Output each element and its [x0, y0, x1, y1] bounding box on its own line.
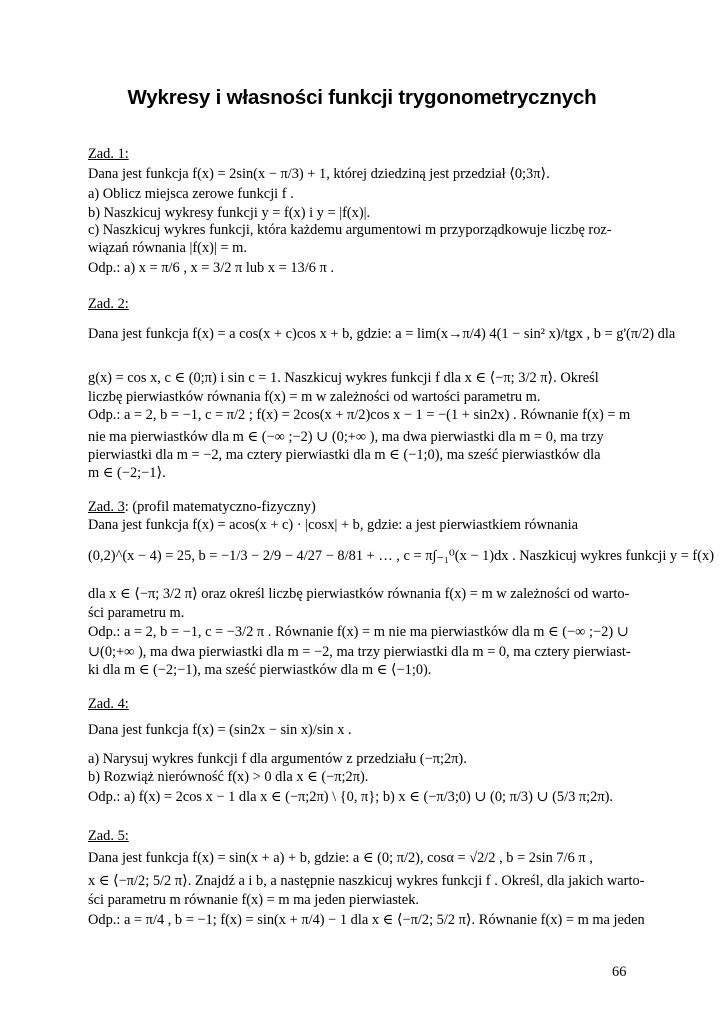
text-line: Odp.: a = 2, b = −1, c = −3/2 π . Równanie f(x) = m nie ma pierwiastków dla m ∈ (−∞ ;−2) ∪ [88, 624, 629, 640]
text-line: Dana jest funkcja f(x) = sin(x + a) + b, gdzie: a ∈ (0; π/2), cosα = √2/2 , b = 2sin 7/6 π , [88, 850, 593, 866]
text-line: Odp.: a = 2, b = −1, c = π/2 ; f(x) = 2cos(x + π/2)cos x − 1 = −(1 + sin2x) . Równanie f(x) = m [88, 407, 631, 423]
text-line: ki dla m ∈ (−2;−1), ma sześć pierwiastków dla m ∈ ⟨−1;0). [88, 662, 432, 678]
text-line: ści parametru m równanie f(x) = m ma jeden pierwiastek. [88, 892, 419, 908]
text-line: (0,2)^(x − 4) = 25, b = −1/3 − 2/9 − 4/27 − 8/81 + … , c = π∫₋₁⁰(x − 1)dx . Naszkicuj wykres funkcji y = f(x) [88, 548, 714, 564]
exercise-heading: Zad. 4: [88, 696, 129, 712]
text-line: Dana jest funkcja f(x) = (sin2x − sin x)/sin x . [88, 722, 352, 738]
text-line: liczbę pierwiastków równania f(x) = m w zależności od wartości parametru m. [88, 389, 541, 405]
text-line: ści parametru m. [88, 605, 185, 621]
exercise-heading: Zad. 2: [88, 296, 129, 312]
text-line: m ∈ (−2;−1⟩. [88, 465, 166, 481]
page-number: 66 [612, 964, 627, 980]
text-line: pierwiastki dla m = −2, ma cztery pierwiastki dla m ∈ (−1;0), ma sześć pierwiastków dla [88, 447, 601, 463]
text-line: ∪(0;+∞ ), ma dwa pierwiastki dla m = −2, ma trzy pierwiastki dla m = 0, ma cztery pierwiast- [88, 644, 631, 660]
page-title: Wykresy i własności funkcji trygonometrycznych [127, 86, 597, 109]
text-line: Dana jest funkcja f(x) = acos(x + c) · |cosx| + b, gdzie: a jest pierwiastkiem równania [88, 517, 579, 533]
text-line: Dana jest funkcja f(x) = a cos(x + c)cos x + b, gdzie: a = lim(x→π/4) 4(1 − sin² x)/tgx , b = g'(π/2) dla [88, 326, 676, 342]
text-line: b) Rozwiąż nierówność f(x) > 0 dla x ∈ (−π;2π). [88, 769, 369, 785]
exercise-heading: Zad. 5: [88, 828, 129, 844]
text-line: nie ma pierwiastków dla m ∈ (−∞ ;−2) ∪ (0;+∞ ), ma dwa pierwiastki dla m = 0, ma trzy [88, 429, 604, 445]
text-line: a) Narysuj wykres funkcji f dla argumentów z przedziału (−π;2π). [88, 751, 467, 767]
text-line: Odp.: a = π/4 , b = −1; f(x) = sin(x + π/4) − 1 dla x ∈ ⟨−π/2; 5/2 π⟩. Równanie f(x) = m ma jeden [88, 912, 645, 928]
text-line: Dana jest funkcja f(x) = 2sin(x − π/3) + 1, której dziedziną jest przedział ⟨0;3π⟩. [88, 166, 550, 182]
text-line: dla x ∈ ⟨−π; 3/2 π⟩ oraz określ liczbę pierwiastków równania f(x) = m w zależności od warto- [88, 586, 630, 602]
exercise-heading: Zad. 3: (profil matematyczno-fizyczny) [88, 499, 316, 515]
text-line: Odp.: a) x = π/6 , x = 3/2 π lub x = 13/6 π . [88, 260, 335, 276]
text-line: b) Naszkicuj wykresy funkcji y = f(x) i y = |f(x)|. [88, 205, 371, 221]
text-line: Odp.: a) f(x) = 2cos x − 1 dla x ∈ (−π;2π) \ {0, π}; b) x ∈ (−π/3;0) ∪ (0; π/3) ∪ (5/3 π;2π). [88, 789, 614, 805]
text-line: x ∈ ⟨−π/2; 5/2 π⟩. Znajdź a i b, a następnie naszkicuj wykres funkcji f . Określ, dla jakich warto- [88, 873, 645, 889]
text-line: wiązań równania |f(x)| = m. [88, 240, 247, 256]
exercise-heading: Zad. 1: [88, 146, 129, 162]
text-line: g(x) = cos x, c ∈ (0;π) i sin c = 1. Naszkicuj wykres funkcji f dla x ∈ ⟨−π; 3/2 π⟩. Określ [88, 370, 599, 386]
text-line: c) Naszkicuj wykres funkcji, która każdemu argumentowi m przyporządkowuje liczbę roz- [88, 222, 612, 238]
text-line: a) Oblicz miejsca zerowe funkcji f . [88, 186, 294, 202]
